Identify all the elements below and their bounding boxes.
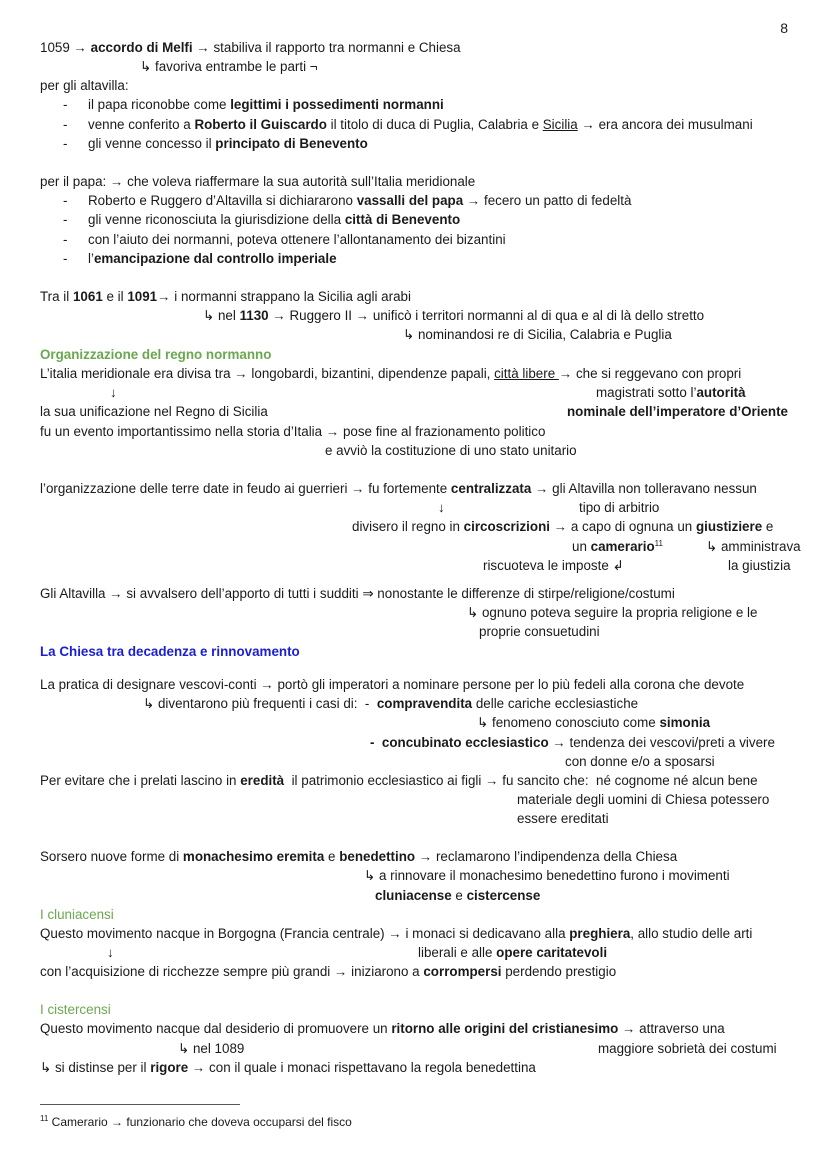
return-arrow-icon: ↲ (612, 558, 624, 573)
arrow-right-icon: → (355, 308, 370, 323)
corner-icon: ¬ (309, 59, 318, 74)
cluniacensi-line-3: con l’acquisizione di ricchezze sempre più grandi → iniziarono a corrompersi perdendo prestigio (40, 964, 617, 979)
arrow-right-icon: → (553, 519, 568, 534)
bullet-dash: - (63, 251, 68, 266)
arrow-right-icon: → (622, 1021, 636, 1036)
hook-arrow-icon: ↳ (403, 327, 415, 342)
arrow-right-icon: → (581, 117, 595, 132)
arrow-right-icon: → (191, 1060, 206, 1075)
org-line-1: L’italia meridionale era divisa tra → longobardi, bizantini, dipendenze papali, città libere → che si reggevano con propri (40, 366, 742, 381)
arrow-right-icon: → (109, 586, 123, 601)
chiesa-line-5: con donne e/o a sposarsi (565, 754, 715, 769)
chiesa-line-6: Per evitare che i prelati lascino in eredità il patrimonio ecclesiastico ai figli → fu sancito che: né cognome né alcun bene (40, 773, 758, 788)
hook-arrow-icon: ↳ (477, 715, 489, 730)
altavilla-title: per gli altavilla: (40, 78, 129, 93)
sicilia-sub2: ↳ nominandosi re di Sicilia, Calabria e Puglia (403, 327, 672, 342)
bullet-dash: - (370, 735, 375, 750)
list-item: - Roberto e Ruggero d’Altavilla si dichiararono vassalli del papa → fecero un patto di fedeltà (63, 193, 632, 208)
hook-arrow-icon: ↳ (467, 605, 479, 620)
hook-arrow-icon: ↳ (203, 308, 215, 323)
feudo-line-3: divisero il regno in circoscrizioni → a capo di ognuna un giustiziere e (352, 519, 774, 534)
sudditi-line-3: proprie consuetudini (479, 624, 600, 639)
hook-arrow-icon: ↳ (40, 1060, 52, 1075)
chiesa-line-1: La pratica di designare vescovi-conti → portò gli imperatori a nominare persone per lo più fedeli alla corona che devote (40, 677, 745, 692)
arrow-right-icon: → (351, 481, 365, 496)
bullet-dash: - (63, 97, 68, 112)
footnote-number: 11 (40, 1114, 49, 1123)
bullet-dash: - (63, 117, 68, 132)
hook-arrow-icon: ↳ (143, 696, 155, 711)
arrow-right-icon: → (196, 40, 210, 55)
org-line-3-right: nominale dell’imperatore d’Oriente (567, 404, 788, 419)
arrow-right-icon: → (110, 174, 124, 189)
arrow-right-icon: → (73, 40, 87, 55)
double-arrow-icon: ⇒ (362, 586, 374, 601)
footnote-ref[interactable]: 11 (654, 539, 663, 548)
cluniacensi-line-1: Questo movimento nacque in Borgogna (Francia centrale) → i monaci si dedicavano alla preghiera, allo studio delle arti (40, 926, 753, 941)
melfi-sub: ↳ favoriva entrambe le parti ¬ (140, 59, 318, 74)
bullet-dash: - (63, 136, 68, 151)
list-item: - venne conferito a Roberto il Guiscardo il titolo di duca di Puglia, Calabria e Sicilia → era ancora dei musulmani (63, 117, 753, 132)
arrow-down-icon: ↓ (438, 500, 445, 515)
list-item: - il papa riconobbe come legittimi i possedimenti normanni (63, 97, 444, 112)
arrow-right-icon: → (535, 481, 549, 496)
arrow-right-icon: → (552, 735, 566, 750)
arrow-right-icon: → (111, 1115, 124, 1129)
chiesa-line-4: - concubinato ecclesiastico → tendenza dei vescovi/preti a vivere (370, 735, 775, 750)
list-item: - l’emancipazione dal controllo imperiale (63, 251, 337, 266)
section-heading: La Chiesa tra decadenza e rinnovamento (40, 644, 300, 659)
papa-title: per il papa: → che voleva riaffermare la sua autorità sull’Italia meridionale (40, 174, 476, 189)
hook-arrow-icon: ↳ (706, 539, 718, 554)
footnote-divider (40, 1104, 240, 1105)
cluniacensi-line-2: liberali e alle opere caritatevoli (418, 945, 608, 960)
section-heading: I cluniacensi (40, 907, 114, 922)
monachesimo-line-3: cluniacense e cistercense (375, 888, 541, 903)
sudditi-line-1: Gli Altavilla → si avvalsero dell’apporto di tutti i sudditi ⇒ nonostante le differenze di stirpe/religione/costumi (40, 586, 675, 601)
cistercensi-line-2-left: ↳ nel 1089 (178, 1041, 245, 1056)
monachesimo-line-2: ↳ a rinnovare il monachesimo benedettino furono i movimenti (364, 868, 730, 883)
sicilia-sub1: ↳ nel 1130 → Ruggero II → unificò i territori normanni al di qua e al di là dello stretto (203, 308, 705, 323)
hook-arrow-icon: ↳ (140, 59, 152, 74)
sicilia-line: Tra il 1061 e il 1091→ i normanni strappano la Sicilia agli arabi (40, 289, 411, 304)
feudo-line-4-right: ↳ amministrava (706, 539, 801, 554)
org-line-5: e avviò la costituzione di uno stato unitario (325, 443, 577, 458)
melfi-line: 1059 → accordo di Melfi → stabiliva il rapporto tra normanni e Chiesa (40, 40, 461, 55)
sudditi-line-2: ↳ ognuno poteva seguire la propria religione e le (467, 605, 758, 620)
hook-arrow-icon: ↳ (364, 868, 376, 883)
cistercensi-line-2-right: maggiore sobrietà dei costumi (598, 1041, 777, 1056)
arrow-right-icon: → (485, 773, 499, 788)
hook-arrow-icon: ↳ (178, 1041, 190, 1056)
page-number: 8 (780, 20, 788, 36)
cistercensi-line-3: ↳ si distinse per il rigore → con il quale i monaci rispettavano la regola benedettina (40, 1060, 536, 1075)
arrow-down-icon: ↓ (110, 385, 117, 400)
feudo-line-5-left: riscuoteva le imposte ↲ (483, 558, 624, 573)
arrow-right-icon: → (334, 964, 348, 979)
section-heading: I cistercensi (40, 1002, 111, 1017)
bullet-dash: - (364, 696, 370, 711)
bullet-dash: - (63, 212, 68, 227)
arrow-right-icon: → (558, 366, 573, 381)
org-line-2-right: magistrati sotto l’autorità (596, 385, 746, 400)
arrow-right-icon: → (272, 308, 286, 323)
list-item: - gli venne riconosciuta la giurisdizione della città di Benevento (63, 212, 461, 227)
arrow-right-icon: → (325, 424, 340, 439)
list-item: - con l’aiuto dei normanni, poteva ottenere l’allontanamento dei bizantini (63, 232, 506, 247)
org-line-3-left: la sua unificazione nel Regno di Sicilia (40, 404, 268, 419)
feudo-line-2: tipo di arbitrio (579, 500, 660, 515)
arrow-right-icon: → (157, 289, 171, 304)
feudo-line-4-left: un camerario$^{11}$ (572, 539, 663, 554)
section-heading: Organizzazione del regno normanno (40, 347, 272, 362)
arrow-right-icon: → (260, 677, 274, 692)
arrow-right-icon: → (388, 926, 402, 941)
arrow-down-icon: ↓ (107, 945, 114, 960)
arrow-right-icon: → (418, 849, 433, 864)
feudo-line-1: l’organizzazione delle terre date in feudo ai guerrieri → fu fortemente centralizzata → gli Altavilla non tolleravano nessun (40, 481, 757, 496)
footnote: $^{11}$ Camerario → funzionario che doveva occuparsi del fisco (40, 1114, 352, 1129)
bullet-dash: - (63, 193, 68, 208)
feudo-line-5-right: la giustizia (728, 558, 791, 573)
bullet-dash: - (63, 232, 68, 247)
chiesa-line-8: essere ereditati (517, 811, 609, 826)
monachesimo-line-1: Sorsero nuove forme di monachesimo eremita e benedettino → reclamarono l’indipendenza della Chiesa (40, 849, 678, 864)
arrow-right-icon: → (234, 366, 248, 381)
chiesa-line-2: ↳ diventarono più frequenti i casi di: - compravendita delle cariche ecclesiastiche (143, 696, 639, 711)
arrow-right-icon: → (466, 193, 481, 208)
list-item: - gli venne concesso il principato di Benevento (63, 136, 368, 151)
cistercensi-line-1: Questo movimento nacque dal desiderio di promuovere un ritorno alle origini del cristianesimo → attraverso una (40, 1021, 725, 1036)
chiesa-line-3: ↳ fenomeno conosciuto come simonia (477, 715, 711, 730)
org-line-4: fu un evento importantissimo nella storia d’Italia → pose fine al frazionamento politico (40, 424, 546, 439)
chiesa-line-7: materiale degli uomini di Chiesa potessero (517, 792, 770, 807)
